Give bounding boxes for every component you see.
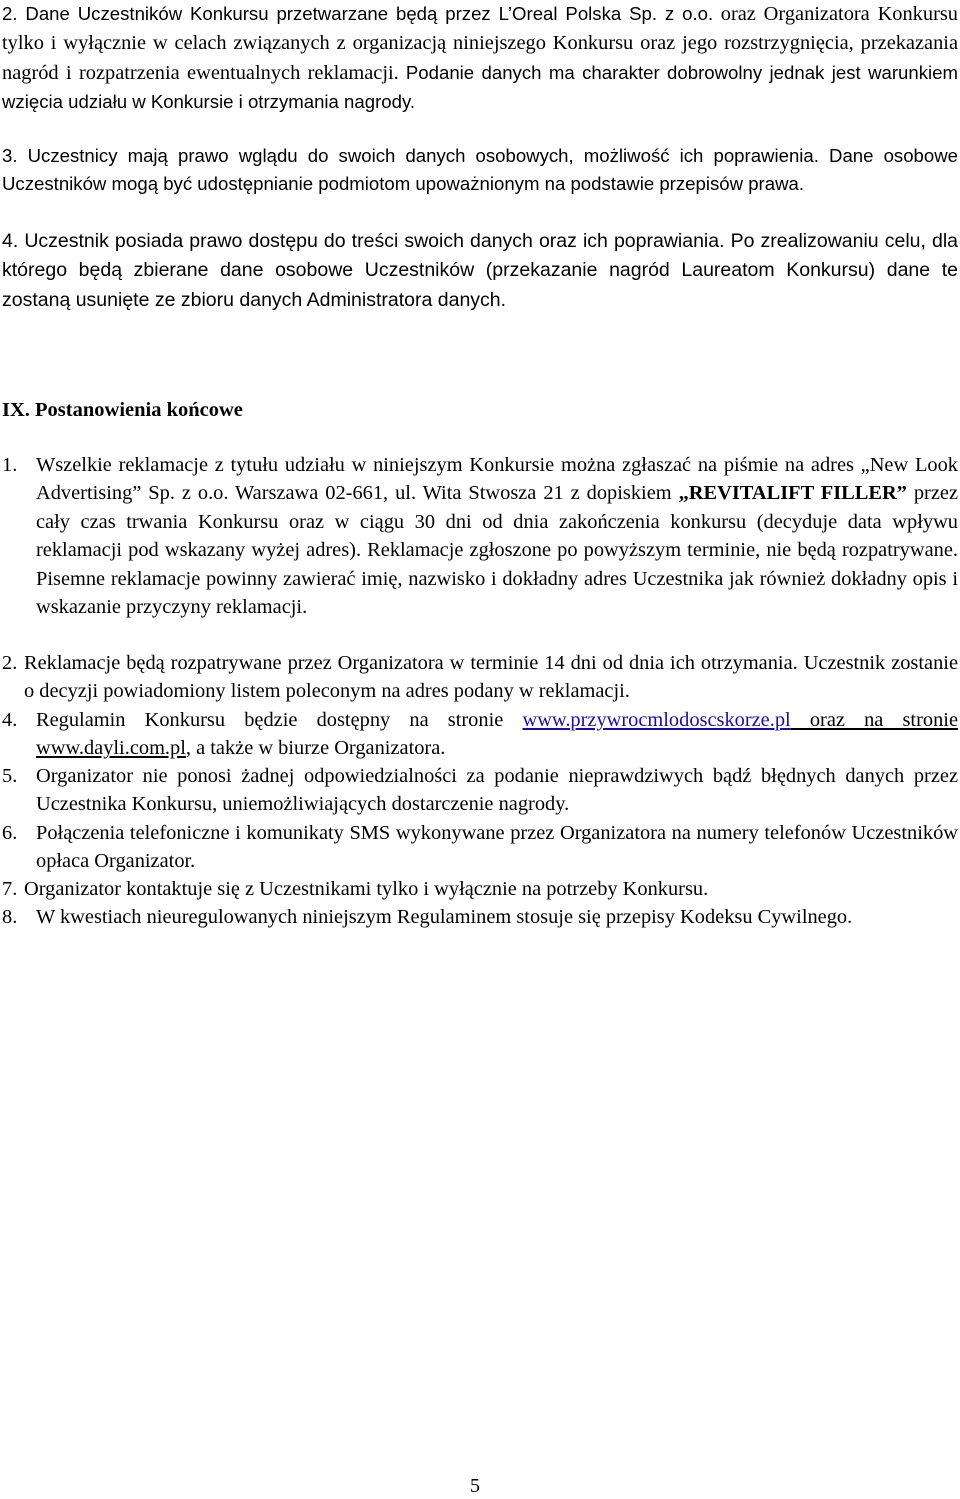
item-number: 8. [2, 906, 18, 928]
contest-website-link[interactable]: www.przywrocmlodoscskorze.pl [522, 709, 791, 731]
item-number: 7. [2, 878, 18, 900]
data-access-paragraph: 3. Uczestnicy mają prawo wglądu do swoich danych osobowych, możliwość ich poprawienia. Dane osobowe Uczestników mogą być udostępnianie podmiotom upoważnionym na podstawie przepisów prawa. [2, 145, 958, 195]
item4-text-a: Regulamin Konkursu będzie dostępny na stronie [36, 709, 504, 731]
p2-intro: 2. Dane Uczestników Konkursu przetwarzane będą przez L’Oreal Polska Sp. z o.o. [2, 3, 714, 24]
final-provision-item [2, 875, 958, 903]
final-provision-item [2, 762, 958, 819]
item-text: Organizator nie ponosi żadnej odpowiedzialności za podanie nieprawdziwych bądź błędnych danych przez Uczestnika Konkursu, uniemożliwiających dostarczenie nagrody. [36, 765, 958, 816]
final-provision-item [2, 819, 958, 876]
item-number: 5. [2, 765, 18, 787]
p2-purpose: oraz Organizatora Konkursu tylko i wyłącznie w celach związanych z organizacją niniejszego Konkursu oraz jego rozstrzygnięcia, przekazania nagród i rozpatrzenia ewentualnych reklamacji. [2, 3, 958, 84]
page-number: 5 [470, 1475, 480, 1497]
data-rights-paragraph [2, 227, 958, 315]
final-provision-item [2, 706, 958, 763]
p2-voluntary: Podanie danych ma charakter dobrowolny jednak jest warunkiem wzięcia udziału w Konkursie i otrzymania nagrody. [2, 61, 958, 113]
final-provision-item [2, 451, 958, 621]
final-provision-item [2, 903, 958, 931]
item-number: 4. [2, 709, 18, 731]
p4-text: 4. Uczestnik posiada prawo dostępu do treści swoich danych oraz ich poprawiania. Po zrealizowaniu celu, dla którego będą zbierane dane osobowe Uczestników (przekazanie nagród Laureatom Konkursu) dane te zostaną usunięte ze zbioru danych Administratora danych. [2, 230, 958, 311]
item-text [36, 706, 958, 763]
section-heading: IX. Postanowienia końcowe [2, 399, 243, 421]
data-processing-paragraph [2, 0, 958, 118]
revitalift-filler-label: „REVITALIFT FILLER” [678, 482, 907, 505]
item-text: Reklamacje będą rozpatrywane przez Organizatora w terminie 14 dni od dnia ich otrzymania. Uczestnik zostanie o decyzji powiadomiony listem poleconym na adres podany w reklamacji. [24, 652, 958, 703]
item-text: W kwestiach nieuregulowanych niniejszym Regulaminem stosuje się przepisy Kodeksu Cywilnego. [36, 906, 853, 928]
item1-text-a: Wszelkie reklamacje z tytułu udziału w niniejszym Konkursie można zgłaszać na piśmie na adres „New Look Advertising” Sp. z o.o. Warszawa 02-661, ul. Wita Stwosza 21 z dopiskiem [36, 454, 958, 505]
item-text [36, 451, 958, 621]
item-number: 6. [2, 822, 18, 844]
item4-text-b: , a także w biurze Organizatora. [185, 737, 446, 760]
item-number: 2. [2, 652, 18, 674]
item-text: Połączenia telefoniczne i komunikaty SMS wykonywane przez Organizatora na numery telefonów Uczestników opłaca Organizator. [36, 822, 958, 873]
dayli-website-link[interactable]: oraz na stronie www.dayli.com.pl [36, 709, 958, 760]
final-provision-item [2, 649, 958, 706]
item-text: Organizator kontaktuje się z Uczestnikami tylko i wyłącznie na potrzeby Konkursu. [24, 878, 709, 900]
item-number: 1. [2, 454, 18, 476]
item1-text-b: przez cały czas trwania Konkursu oraz w ciągu 30 dni od dnia zakończenia konkursu (decyduje data wpływu reklamacji pod wskazany wyżej adres). Reklamacje zgłoszone po powyższym terminie, nie będą rozpatrywane. Pisemne reklamacje powinny zawierać imię, nazwisko i dokładny adres Uczestnika jak również dokładny opis i wskazanie przyczyny reklamacji. [36, 482, 958, 619]
